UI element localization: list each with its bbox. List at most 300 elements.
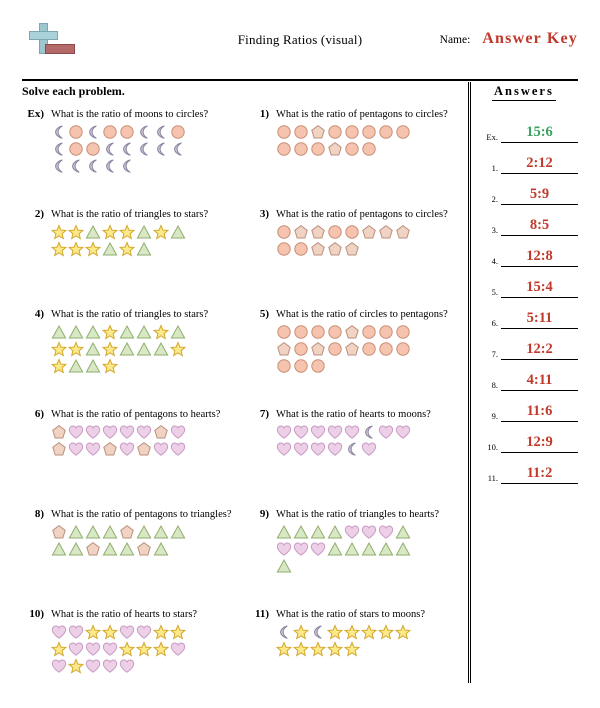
answer-row <box>478 391 578 422</box>
problem-7 <box>247 408 468 508</box>
moon-icon <box>85 158 102 174</box>
answer-number: 10. <box>487 442 498 452</box>
star-icon <box>327 624 344 640</box>
star-icon <box>102 624 119 640</box>
star-icon <box>68 224 85 240</box>
star-icon <box>395 624 412 640</box>
star-icon <box>170 341 187 357</box>
circle-icon <box>310 141 327 157</box>
circle-icon <box>344 141 361 157</box>
triangle-icon <box>68 358 85 374</box>
pentagon-icon <box>310 241 327 257</box>
answer-row <box>478 112 578 143</box>
triangle-icon <box>85 324 102 340</box>
problem-question: What is the ratio of pentagons to hearts? <box>51 409 221 420</box>
circle-icon <box>293 241 310 257</box>
shape-row <box>276 558 468 575</box>
answer-value: 2:12 <box>501 155 578 174</box>
answer-number: 4. <box>491 256 498 266</box>
heart-icon <box>85 658 102 674</box>
shape-row <box>51 324 247 341</box>
circle-icon <box>327 341 344 357</box>
circle-icon <box>361 141 378 157</box>
problems-grid <box>22 108 468 708</box>
moon-icon <box>51 158 68 174</box>
shape-row <box>51 641 247 658</box>
heart-icon <box>293 424 310 440</box>
moon-icon <box>276 624 293 640</box>
answer-value: 15:6 <box>501 124 578 143</box>
star-icon <box>85 624 102 640</box>
worksheet-page <box>0 22 600 702</box>
pentagon-icon <box>136 441 153 457</box>
heart-icon <box>327 441 344 457</box>
problem-header <box>22 608 247 620</box>
circle-icon <box>276 224 293 240</box>
answer-value: 15:4 <box>501 279 578 298</box>
star-icon <box>153 641 170 657</box>
pentagon-icon <box>310 224 327 240</box>
answer-value: 5:11 <box>501 310 578 329</box>
pentagon-icon <box>327 141 344 157</box>
circle-icon <box>293 341 310 357</box>
circle-icon <box>344 124 361 140</box>
star-icon <box>68 341 85 357</box>
triangle-icon <box>153 524 170 540</box>
problem-header <box>22 308 247 320</box>
heart-icon <box>276 424 293 440</box>
heart-icon <box>85 424 102 440</box>
problem-10 <box>22 608 247 708</box>
moon-icon <box>68 158 85 174</box>
heart-icon <box>136 424 153 440</box>
circle-icon <box>68 141 85 157</box>
answer-row <box>478 360 578 391</box>
shape-group <box>22 424 247 458</box>
triangle-icon <box>85 524 102 540</box>
answer-number: 3. <box>491 225 498 235</box>
circle-icon <box>395 324 412 340</box>
circle-icon <box>276 358 293 374</box>
triangle-icon <box>68 324 85 340</box>
shape-row <box>276 241 468 258</box>
answer-row <box>478 205 578 236</box>
heart-icon <box>85 441 102 457</box>
star-icon <box>102 358 119 374</box>
triangle-icon <box>293 524 310 540</box>
shape-row <box>276 541 468 558</box>
problem-1 <box>247 108 468 208</box>
circle-icon <box>293 124 310 140</box>
answer-row <box>478 298 578 329</box>
problem-number: 7) <box>259 408 269 420</box>
moon-icon <box>170 141 187 157</box>
star-icon <box>119 224 136 240</box>
triangle-icon <box>102 541 119 557</box>
answers-list <box>478 112 578 484</box>
circle-icon <box>378 341 395 357</box>
heart-icon <box>310 441 327 457</box>
shape-group <box>247 624 468 658</box>
star-icon <box>51 358 68 374</box>
triangle-icon <box>119 341 136 357</box>
triangle-icon <box>395 524 412 540</box>
star-icon <box>293 641 310 657</box>
worksheet-body <box>22 82 578 694</box>
problem-2 <box>22 208 247 308</box>
answer-row <box>478 174 578 205</box>
answer-value: 4:11 <box>501 372 578 391</box>
triangle-icon <box>136 224 153 240</box>
pentagon-icon <box>136 541 153 557</box>
heart-icon <box>153 441 170 457</box>
triangle-icon <box>136 524 153 540</box>
star-icon <box>276 641 293 657</box>
star-icon <box>51 641 68 657</box>
heart-icon <box>85 641 102 657</box>
shape-row <box>276 524 468 541</box>
answer-value: 12:2 <box>501 341 578 360</box>
problem-9 <box>247 508 468 608</box>
star-icon <box>153 624 170 640</box>
shape-group <box>22 224 247 258</box>
circle-icon <box>293 324 310 340</box>
problem-question: What is the ratio of stars to moons? <box>276 609 426 620</box>
answer-number: 1. <box>491 163 498 173</box>
problem-question: What is the ratio of pentagons to circles? <box>276 209 448 220</box>
triangle-icon <box>119 324 136 340</box>
problem-header <box>22 408 247 420</box>
triangle-icon <box>136 341 153 357</box>
triangle-icon <box>310 524 327 540</box>
pentagon-icon <box>344 341 361 357</box>
star-icon <box>153 224 170 240</box>
shape-row <box>276 224 468 241</box>
star-icon <box>344 641 361 657</box>
problem-header <box>22 208 247 220</box>
triangle-icon <box>327 524 344 540</box>
star-icon <box>378 624 395 640</box>
heart-icon <box>276 441 293 457</box>
star-icon <box>119 641 136 657</box>
shape-row <box>276 124 468 141</box>
star-icon <box>119 241 136 257</box>
problem-question: What is the ratio of triangles to stars? <box>51 309 209 320</box>
star-icon <box>85 241 102 257</box>
problem-number: 8) <box>34 508 44 520</box>
circle-icon <box>85 141 102 157</box>
answer-row <box>478 236 578 267</box>
triangle-icon <box>153 541 170 557</box>
circle-icon <box>361 324 378 340</box>
pentagon-icon <box>395 224 412 240</box>
shape-row <box>276 324 468 341</box>
triangle-icon <box>85 224 102 240</box>
problem-number: Ex) <box>27 108 44 120</box>
answer-value: 11:6 <box>501 403 578 422</box>
shape-row <box>51 241 247 258</box>
star-icon <box>102 224 119 240</box>
shape-row <box>51 541 247 558</box>
circle-icon <box>327 124 344 140</box>
heart-icon <box>68 424 85 440</box>
heart-icon <box>170 641 187 657</box>
answer-row <box>478 422 578 453</box>
shape-row <box>276 624 468 641</box>
heart-icon <box>102 658 119 674</box>
heart-icon <box>136 624 153 640</box>
answer-number: 6. <box>491 318 498 328</box>
shape-row <box>276 441 468 458</box>
answer-number: 5. <box>491 287 498 297</box>
star-icon <box>344 624 361 640</box>
problem-question: What is the ratio of pentagons to circles? <box>276 109 448 120</box>
circle-icon <box>378 324 395 340</box>
answers-heading: Answers <box>492 84 556 101</box>
heart-icon <box>51 658 68 674</box>
heart-icon <box>102 641 119 657</box>
problem-3 <box>247 208 468 308</box>
pentagon-icon <box>51 424 68 440</box>
triangle-icon <box>51 324 68 340</box>
heart-icon <box>293 441 310 457</box>
answer-number: 8. <box>491 380 498 390</box>
shape-group <box>247 224 468 258</box>
pentagon-icon <box>310 341 327 357</box>
pentagon-icon <box>119 524 136 540</box>
shape-group <box>22 624 247 675</box>
heart-icon <box>361 441 378 457</box>
answer-value: 5:9 <box>501 186 578 205</box>
problem-4 <box>22 308 247 408</box>
moon-icon <box>102 158 119 174</box>
answer-value: 12:8 <box>501 248 578 267</box>
circle-icon <box>102 124 119 140</box>
problem-header <box>247 608 468 620</box>
heart-icon <box>119 658 136 674</box>
circle-icon <box>310 358 327 374</box>
heart-icon <box>119 424 136 440</box>
circle-icon <box>327 224 344 240</box>
heart-icon <box>276 541 293 557</box>
circle-icon <box>293 141 310 157</box>
triangle-icon <box>85 341 102 357</box>
heart-icon <box>378 424 395 440</box>
circle-icon <box>327 324 344 340</box>
triangle-icon <box>119 541 136 557</box>
shape-group <box>22 324 247 375</box>
problem-8 <box>22 508 247 608</box>
pentagon-icon <box>344 324 361 340</box>
moon-icon <box>153 141 170 157</box>
heart-icon <box>68 441 85 457</box>
answers-column <box>471 82 578 694</box>
moon-icon <box>153 124 170 140</box>
heart-icon <box>293 541 310 557</box>
shape-row <box>51 524 247 541</box>
pentagon-icon <box>327 241 344 257</box>
pentagon-icon <box>310 124 327 140</box>
problem-number: 4) <box>34 308 44 320</box>
star-icon <box>102 324 119 340</box>
problem-number: 6) <box>34 408 44 420</box>
star-icon <box>361 624 378 640</box>
circle-icon <box>361 124 378 140</box>
circle-icon <box>68 124 85 140</box>
shape-group <box>247 124 468 158</box>
answer-number: 9. <box>491 411 498 421</box>
answer-number: 11. <box>487 473 498 483</box>
problem-question: What is the ratio of triangles to hearts? <box>276 509 439 520</box>
problem-number: 5) <box>259 308 269 320</box>
problem-number: 9) <box>259 508 269 520</box>
triangle-icon <box>170 524 187 540</box>
triangle-icon <box>378 541 395 557</box>
heart-icon <box>395 424 412 440</box>
star-icon <box>68 658 85 674</box>
answer-number: 7. <box>491 349 498 359</box>
problem-header <box>247 208 468 220</box>
moon-icon <box>51 124 68 140</box>
instructions-text: Solve each problem. <box>22 84 125 98</box>
star-icon <box>51 341 68 357</box>
heart-icon <box>102 424 119 440</box>
problem-11 <box>247 608 468 708</box>
shape-row <box>51 658 247 675</box>
heart-icon <box>119 441 136 457</box>
heart-icon <box>51 624 68 640</box>
problem-number: 3) <box>259 208 269 220</box>
shape-row <box>276 641 468 658</box>
problem-question: What is the ratio of hearts to moons? <box>276 409 431 420</box>
shape-row <box>51 141 247 158</box>
moon-icon <box>310 624 327 640</box>
moon-icon <box>119 141 136 157</box>
shape-row <box>51 341 247 358</box>
triangle-icon <box>170 324 187 340</box>
worksheet-header <box>22 22 578 60</box>
shape-row <box>51 358 247 375</box>
star-icon <box>51 224 68 240</box>
answer-row <box>478 453 578 484</box>
problem-header <box>247 308 468 320</box>
circle-icon <box>361 341 378 357</box>
moon-icon <box>136 124 153 140</box>
triangle-icon <box>170 224 187 240</box>
problem-number: 2) <box>34 208 44 220</box>
problem-6 <box>22 408 247 508</box>
problem-number: 11) <box>254 608 269 620</box>
heart-icon <box>68 624 85 640</box>
triangle-icon <box>85 358 102 374</box>
shape-row <box>51 441 247 458</box>
triangle-icon <box>327 541 344 557</box>
pentagon-icon <box>51 524 68 540</box>
shape-group <box>247 324 468 375</box>
circle-icon <box>276 324 293 340</box>
triangle-icon <box>136 324 153 340</box>
star-icon <box>170 624 187 640</box>
moon-icon <box>102 141 119 157</box>
heart-icon <box>68 641 85 657</box>
star-icon <box>310 641 327 657</box>
name-field-group <box>440 30 578 48</box>
shape-row <box>276 341 468 358</box>
circle-icon <box>170 124 187 140</box>
circle-icon <box>395 124 412 140</box>
answer-value: 12:9 <box>501 434 578 453</box>
shape-row <box>51 124 247 141</box>
name-label: Name: <box>439 34 471 46</box>
problem-question: What is the ratio of moons to circles? <box>51 109 209 120</box>
pentagon-icon <box>344 241 361 257</box>
triangle-icon <box>395 541 412 557</box>
pentagon-icon <box>51 441 68 457</box>
moon-icon <box>119 158 136 174</box>
answer-number: Ex. <box>486 132 498 142</box>
problem-question: What is the ratio of hearts to stars? <box>51 609 198 620</box>
problem-number: 10) <box>29 608 44 620</box>
moon-icon <box>344 441 361 457</box>
shape-row <box>51 624 247 641</box>
answer-row <box>478 143 578 174</box>
moon-icon <box>85 124 102 140</box>
pentagon-icon <box>361 224 378 240</box>
heart-icon <box>310 541 327 557</box>
circle-icon <box>276 141 293 157</box>
triangle-icon <box>51 541 68 557</box>
triangle-icon <box>102 524 119 540</box>
shape-group <box>22 124 247 175</box>
pentagon-icon <box>378 224 395 240</box>
star-icon <box>102 341 119 357</box>
heart-icon <box>310 424 327 440</box>
moon-icon <box>361 424 378 440</box>
problem-number: 1) <box>259 108 269 120</box>
problems-column <box>22 82 468 694</box>
triangle-icon <box>361 541 378 557</box>
heart-icon <box>378 524 395 540</box>
circle-icon <box>344 224 361 240</box>
circle-icon <box>276 241 293 257</box>
answer-number: 2. <box>491 194 498 204</box>
heart-icon <box>119 624 136 640</box>
heart-icon <box>327 424 344 440</box>
star-icon <box>327 641 344 657</box>
moon-icon <box>51 141 68 157</box>
problem-header <box>247 508 468 520</box>
shape-group <box>22 524 247 558</box>
circle-icon <box>310 324 327 340</box>
pentagon-icon <box>293 224 310 240</box>
triangle-icon <box>276 558 293 574</box>
shape-row <box>276 141 468 158</box>
moon-icon <box>136 141 153 157</box>
triangle-icon <box>68 541 85 557</box>
header-divider <box>22 79 578 81</box>
name-value: Answer Key <box>482 30 578 47</box>
heart-icon <box>170 441 187 457</box>
problem-question: What is the ratio of circles to pentagons? <box>276 309 448 320</box>
pentagon-icon <box>102 441 119 457</box>
circle-icon <box>395 341 412 357</box>
heart-icon <box>361 524 378 540</box>
circle-icon <box>119 124 136 140</box>
answer-row <box>478 329 578 360</box>
star-icon <box>293 624 310 640</box>
problem-ex <box>22 108 247 208</box>
problem-5 <box>247 308 468 408</box>
